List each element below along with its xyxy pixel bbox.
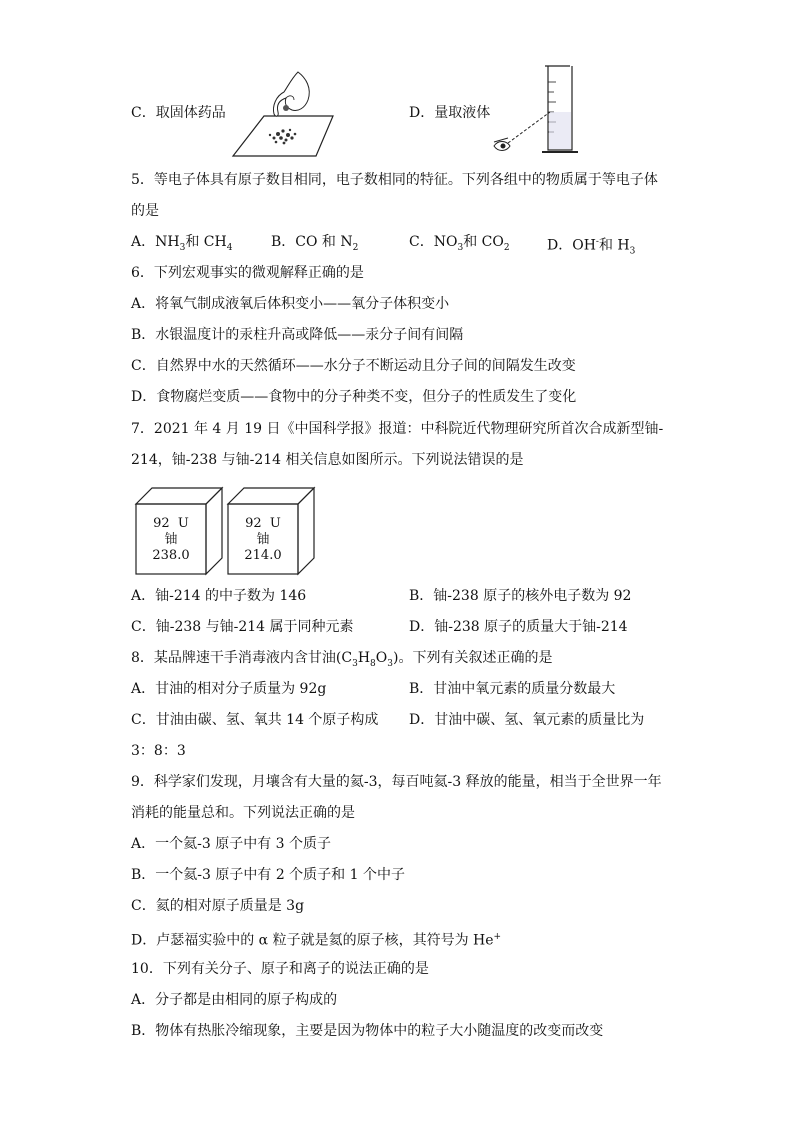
q6-option-a: A．将氧气制成液氧后体积变小——氧分子体积变小: [131, 296, 450, 312]
q7-stem-line1: 7．2021 年 4 月 19 日《中国科学报》报道：中科院近代物理研究所首次合成新型铀-: [131, 421, 664, 437]
q6-option-c: C．自然界中水的天然循环——水分子不断运动且分子间的间隔发生改变: [131, 358, 576, 374]
q8-option-b: B．甘油中氧元素的质量分数最大: [409, 681, 616, 697]
q8-option-d-continued: 3：8：3: [131, 743, 186, 759]
q5-option-b: B．CO 和 $N_2$: [271, 234, 359, 253]
q9-option-b: B．一个氦-3 原子中有 2 个质子和 1 个中子: [131, 867, 405, 883]
q5-stem-line2: 的是: [131, 203, 159, 219]
q7-option-c: C．铀-238 与铀-214 属于同种元素: [131, 619, 354, 635]
graduated-cylinder-illustration: [490, 62, 580, 162]
q9-option-c: C．氦的相对原子质量是 3g: [131, 898, 305, 914]
q5-option-c: C．$NO_3$和 $CO_2$: [409, 234, 510, 253]
q7-option-d: D．铀-238 原子的质量大于铀-214: [409, 619, 628, 635]
uranium-214-cube-text: 92 U 铀 214.0: [244, 516, 282, 563]
q6-stem: 6．下列宏观事实的微观解释正确的是: [131, 265, 364, 281]
q6-option-b: B．水银温度计的汞柱升高或降低——汞分子间有间隔: [131, 327, 464, 343]
q9-stem-line2: 消耗的能量总和。下列说法正确的是: [131, 805, 355, 821]
uranium-238-cube-text: 92 U 铀 238.0: [152, 516, 190, 563]
q9-option-d: D．卢瑟福实验中的 α 粒子就是氦的原子核，其符号为 He+: [131, 932, 502, 949]
q7-option-b: B．铀-238 原子的核外电子数为 92: [409, 588, 632, 604]
q8-option-a: A．甘油的相对分子质量为 92g: [131, 681, 327, 697]
q4-option-d: D．量取液体: [409, 105, 491, 121]
q10-option-a: A．分子都是由相同的原子构成的: [131, 992, 338, 1008]
q6-option-d: D．食物腐烂变质——食物中的分子种类不变，但分子的性质发生了变化: [131, 389, 577, 405]
q5-option-d: D．OH-和 $H_3$: [547, 237, 636, 257]
q10-option-b: B．物体有热胀冷缩现象，主要是因为物体中的粒子大小随温度的改变而改变: [131, 1023, 604, 1039]
q8-stem: 8．某品牌速干手消毒液内含甘油$(C_3H_8O_3)$。下列有关叙述正确的是: [131, 650, 553, 669]
q7-stem-line2: 214，铀-238 与铀-214 相关信息如图所示。下列说法错误的是: [131, 452, 524, 468]
hand-picking-solid-illustration: [228, 68, 340, 160]
q7-option-a: A．铀-214 的中子数为 146: [131, 588, 307, 604]
q5-option-a: A．$NH_3$和 $CH_4$: [131, 234, 233, 253]
q9-stem-line1: 9．科学家们发现，月壤含有大量的氦-3，每百吨氦-3 释放的能量，相当于全世界一年: [131, 774, 662, 790]
q9-option-a: A．一个氦-3 原子中有 3 个质子: [131, 836, 332, 852]
q5-stem-line1: 5．等电子体具有原子数目相同，电子数相同的特征。下列各组中的物质属于等电子体: [131, 172, 658, 188]
q8-option-d: D．甘油中碳、氢、氧元素的质量比为: [409, 712, 645, 728]
q4-option-c: C．取固体药品: [131, 105, 226, 121]
q10-stem: 10．下列有关分子、原子和离子的说法正确的是: [131, 961, 429, 977]
q8-option-c: C．甘油由碳、氢、氧共 14 个原子构成: [131, 712, 379, 728]
